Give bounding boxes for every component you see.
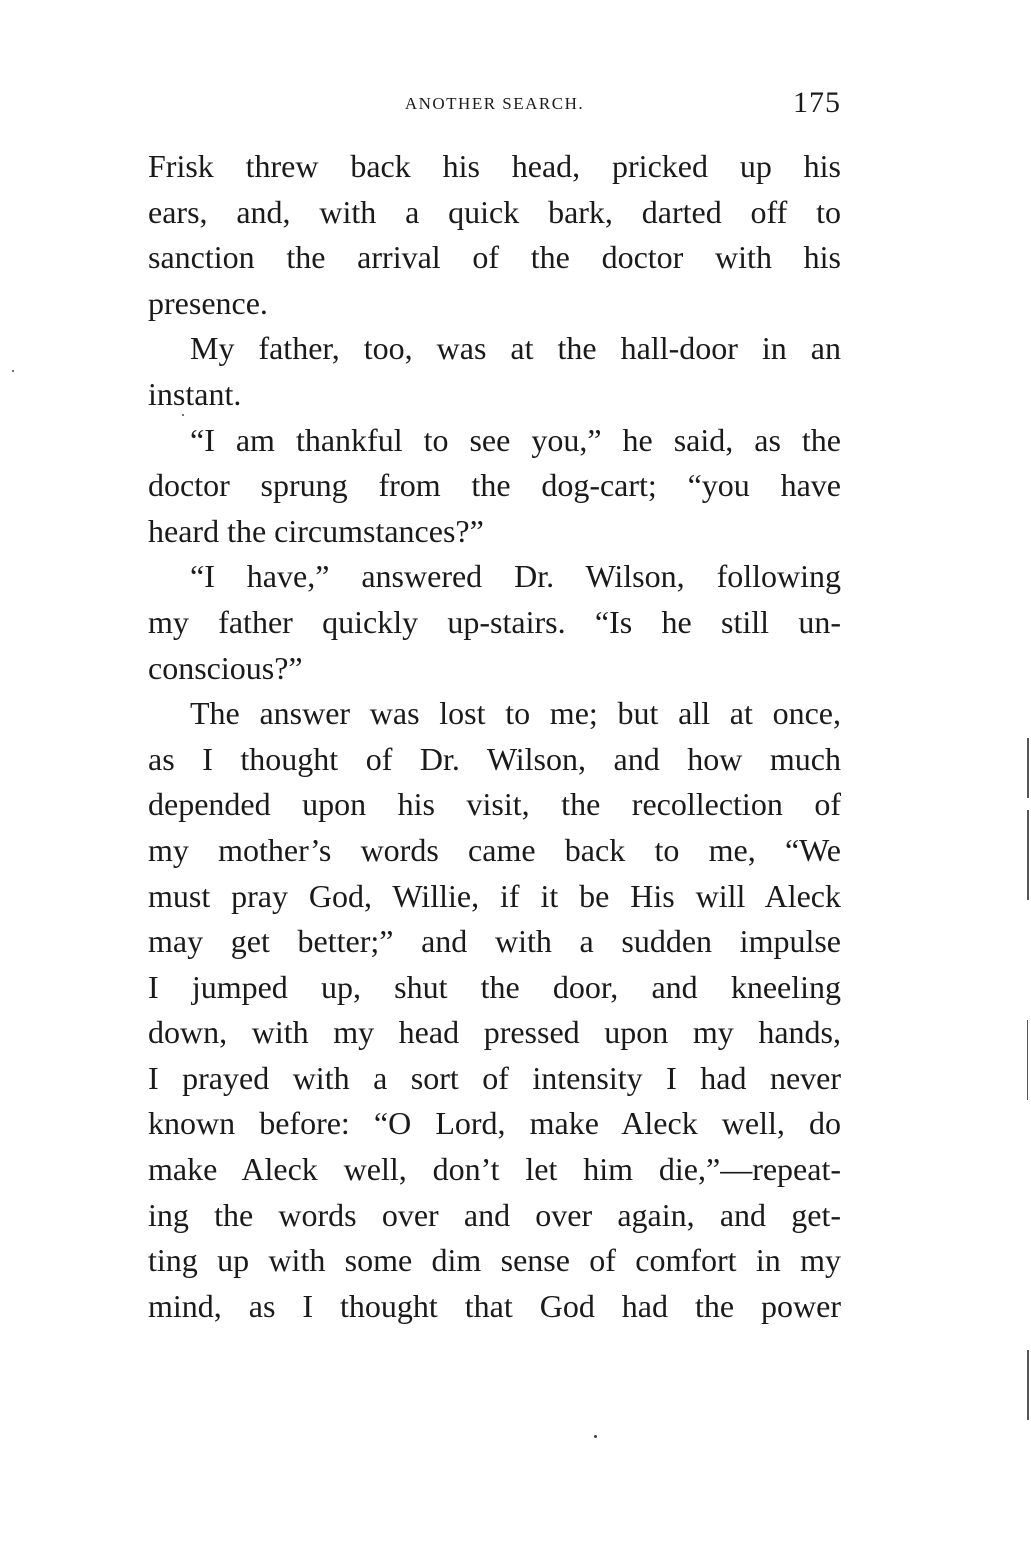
text-line: must pray God, Willie, if it be His will Aleck <box>148 877 841 914</box>
text-line: down, with my head pressed upon my hands, <box>148 1014 841 1051</box>
text-line: My father, too, was at the hall-door in an <box>190 330 841 367</box>
text-line: as I thought of Dr. Wilson, and how much <box>148 740 841 777</box>
scan-speck <box>594 1435 597 1438</box>
scan-speck <box>182 414 184 416</box>
running-title: ANOTHER SEARCH. <box>404 94 585 113</box>
scan-edge-mark <box>1027 738 1029 798</box>
scan-edge-mark <box>1027 810 1029 900</box>
text-line: sanction the arrival of the doctor with his <box>148 239 841 276</box>
text-line: make Aleck well, don’t let him die,”—repeat- <box>148 1151 841 1188</box>
text-line: ting up with some dim sense of comfort in my <box>148 1242 841 1279</box>
scan-speck <box>12 370 14 372</box>
text-line: instant. <box>148 375 242 412</box>
text-line: depended upon his visit, the recollection of <box>148 786 841 823</box>
text-line: “I have,” answered Dr. Wilson, following <box>190 558 841 595</box>
page-number: 175 <box>793 86 841 119</box>
text-line: ing the words over and over again, and get- <box>148 1196 841 1233</box>
text-line: ears, and, with a quick bark, darted off to <box>148 193 841 230</box>
text-line: “I am thankful to see you,” he said, as the <box>190 421 841 458</box>
running-header <box>148 86 841 126</box>
text-line: conscious?” <box>148 649 303 686</box>
scan-edge-mark <box>1027 1350 1029 1420</box>
text-line: The answer was lost to me; but all at once, <box>190 695 841 732</box>
text-line: Frisk threw back his head, pricked up his <box>148 148 841 184</box>
text-line: my father quickly up-stairs. “Is he still un- <box>148 603 841 640</box>
text-line: I prayed with a sort of intensity I had never <box>148 1059 841 1096</box>
text-line: I jumped up, shut the door, and kneeling <box>148 968 841 1005</box>
text-line: my mother’s words came back to me, “We <box>148 831 841 868</box>
scan-edge-mark <box>1027 1020 1028 1100</box>
text-line: heard the circumstances?” <box>148 512 484 549</box>
text-line: doctor sprung from the dog-cart; “you have <box>148 467 841 504</box>
text-line: known before: “O Lord, make Aleck well, do <box>148 1105 841 1142</box>
body-text <box>148 144 841 1329</box>
text-line: presence. <box>148 284 268 321</box>
text-line: may get better;” and with a sudden impulse <box>148 923 841 960</box>
text-line: mind, as I thought that God had the power <box>148 1287 841 1324</box>
